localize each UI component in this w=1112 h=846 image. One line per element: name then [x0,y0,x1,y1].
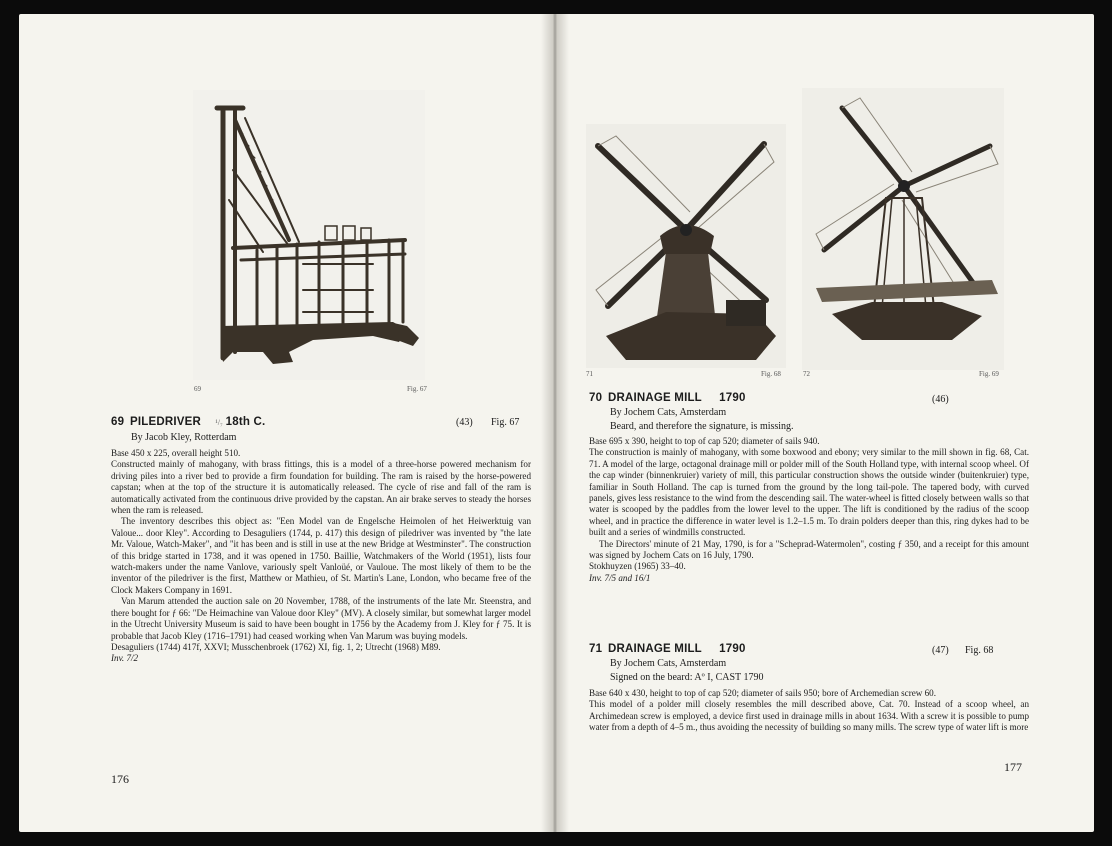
entry-71-title: DRAINAGE MILL [607,643,702,655]
entry-70-directors-minute: The Directors' minute of 21 May, 1790, is for a "Scheprad-Watermolen", costing ƒ 350, and a receipt for this amount was signed by Jochem Cats on 16 July, 1790. [589,538,1029,561]
entry-71-number: 71 [589,643,603,655]
entry-70-title: DRAINAGE MILL [607,392,702,404]
entry-70-body [589,436,1029,584]
entry-70-date: 1790 [719,392,746,404]
left-page [19,14,553,832]
entry-71-body [589,688,1029,734]
figure-number-69: 69 [194,385,201,393]
entry-70-number: 70 [589,392,603,404]
entry-70-heading [589,392,746,404]
page-number-left: 176 [111,772,129,786]
entry-69-title: PILEDRIVER [129,416,201,428]
right-page [556,14,1094,832]
entry-69-provenance: Van Marum attended the auction sale on 20 November, 1788, of the instruments of the late Mr. Steenstra, and there bought for ƒ 66: "De Heimachine van Valoue door Kley" (MV). A closely similar, but somewhat larger model in the Utrecht University Museum is said to have been bought in 1756 by the Academy from J. Kley for ƒ 75. It is probable that Jacob Kley (1716–1791) had ceased working when Van Marum was buying models. [111,596,531,641]
entry-69-date: 18th C. [225,416,266,428]
figure-number-72: 72 [803,370,810,378]
piledriver-illustration [193,90,425,380]
figure-number-71: 71 [586,370,593,378]
entry-70-dimensions: Base 695 x 390, height to top of cap 520; diameter of sails 940. [589,436,820,446]
entry-69-heading [111,416,265,428]
entry-70-bibliography: Stokhuyzen (1965) 33–40. [589,561,686,572]
piledriver-photo [193,90,425,380]
figure-caption-68: Fig. 68 [761,370,781,378]
entry-71-catalogue-ref: (47) [932,645,949,656]
entry-71-dimensions: Base 640 x 430, height to top of cap 520; diameter of sails 950; bore of Archemedian screw 60. [589,688,936,698]
drainage-mill-photo-71 [586,124,786,368]
entry-69-inventory-note: The inventory describes this object as: "Een Model van de Engelsche Heimolen of het Heiwerktuig van Valoue... door Kley". According to Desaguliers (1744, p. 417) this design of piledriver was invented by "the late Mr. Valoue, Watch-Maker", and "it has been and is still in use at the new Bridge at Westminster". The construction of this bridge started in 1738, and it was opened in 1750. Baillie, Watchmakers of the World (1951), lists four watch-makers under the name Vanlove, variously spelt Vanloüé, or Vauloue. The most likely of them to be the inventor of the piledriver is the first, Matthew or Mathieu, of St. Martin's Lane, London, who became free of the Clock Makers Company in 1691. [111,516,531,595]
entry-69-catalogue-ref: (43) [456,417,473,428]
entry-70-inventory-number: Inv. 7/5 and 16/1 [589,572,651,583]
entry-69-bibliography: Desaguliers (1744) 417f, XXVI; Musschenbroek (1762) XI, fig. 1, 2; Utrecht (1968) M89. [111,641,441,652]
drainage-mill-photo-72 [802,88,1004,370]
entry-69-inventory-number: Inv. 7/2 [111,653,139,664]
entry-69-dimensions: Base 450 x 225, overall height 510. [111,448,241,458]
entry-69-fig-ref: Fig. 67 [491,417,520,428]
entry-71-fig-ref: Fig. 68 [965,645,994,656]
book-gutter [541,14,569,832]
entry-70-maker: By Jochem Cats, Amsterdam [610,407,727,418]
figure-caption-67: Fig. 67 [407,385,427,393]
page-number-right: 177 [1004,760,1022,774]
entry-70-catalogue-ref: (46) [932,394,949,405]
entry-70-description: The construction is mainly of mahogany, with some boxwood and ebony; very similar to the mill shown in fig. 68, Cat. 71. A model of the large, octagonal drainage mill or polder mill of the South Holland type, with internal scoop wheel. Of the cap winder (binnenkruier) variety of mill, this particular construction shows the outside winder (buitenkruier) type, familiar in South Holland. The cap is turned from the ground by the long tail-pole. The tapered body, with curved panels, gives less resistance to the wind from the descending sail. The water-wheel is fitted closely between walls so that water is scooped by the paddles from the lower level to the upper. The lift is conditioned by the radius of the scoop wheel, and in practice the difference in water level is 1.2–1.5 m. To drain polders deeper than this, ring dykes had to be built and a series of windmills constructed. [589,447,1029,538]
entry-71-maker: By Jochem Cats, Amsterdam [610,658,727,669]
figure-caption-69: Fig. 69 [979,370,999,378]
entry-69-number: 69 [111,416,125,428]
entry-71-description: This model of a polder mill closely resembles the mill described above, Cat. 70. Instead of a scoop wheel, an Archimedean screw is employed, a device first used in drainage mills in about 1634. With a screw it is possible to pump water from a depth of 4–5 m., thus avoiding the necessity of building so many mills. The screw type of water lift is more [589,699,1029,733]
entry-69-maker: By Jacob Kley, Rotterdam [131,432,237,443]
entry-71-date: 1790 [719,643,746,655]
drainage-mill-71-illustration [586,124,786,368]
drainage-mill-72-illustration [802,88,1004,370]
entry-71-note: Signed on the beard: Aº I, CAST 1790 [610,672,764,683]
entry-70-note: Beard, and therefore the signature, is missing. [610,421,794,432]
entry-69-description: Constructed mainly of mahogany, with brass fittings, this is a model of a three-horse powered mechanism for driving piles into a river bed to provide a firm foundation for building. The ram is raised by the horse-powered capstan; when at the top of the structure it is automatically released. The cycle of rise and fall of the ram is automatically activated from the continuous drive provided by the capstan. An air brake serves to steady the horses when the ram is released. [111,459,531,516]
entry-69-body [111,448,531,665]
entry-71-heading [589,643,746,655]
entry-69-fraction: ¹/₇ [215,418,223,427]
